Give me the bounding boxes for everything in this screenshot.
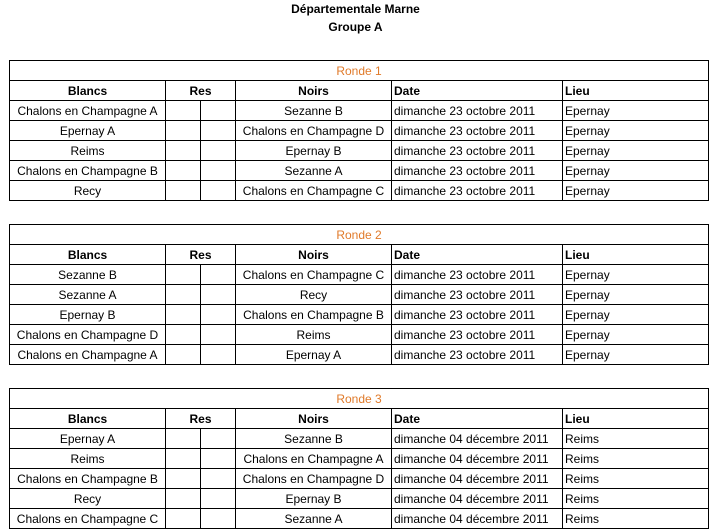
team-blancs-cell: Epernay B [10, 305, 166, 325]
lieu-cell: Epernay [563, 345, 709, 365]
result-cell-noirs [201, 141, 236, 161]
result-cell-blancs [166, 345, 201, 365]
column-header-noirs: Noirs [236, 81, 392, 101]
team-blancs-cell: Sezanne B [10, 265, 166, 285]
column-header-res: Res [166, 245, 236, 265]
date-cell: dimanche 23 octobre 2011 [392, 141, 563, 161]
lieu-cell: Epernay [563, 161, 709, 181]
ronde-label: Ronde 1 [10, 61, 709, 81]
result-cell-blancs [166, 101, 201, 121]
ronde-header-row [10, 389, 709, 409]
ronde-table-3 [9, 388, 709, 529]
team-noirs-cell: Reims [236, 325, 392, 345]
table-row [10, 305, 709, 325]
table-row [10, 265, 709, 285]
result-cell-noirs [201, 469, 236, 489]
result-cell-blancs [166, 429, 201, 449]
column-header-res: Res [166, 81, 236, 101]
ronde-label: Ronde 3 [10, 389, 709, 409]
result-cell-noirs [201, 345, 236, 365]
column-header-date: Date [392, 245, 563, 265]
date-cell: dimanche 04 décembre 2011 [392, 509, 563, 529]
team-noirs-cell: Sezanne B [236, 101, 392, 121]
result-cell-blancs [166, 489, 201, 509]
date-cell: dimanche 23 octobre 2011 [392, 101, 563, 121]
result-cell-blancs [166, 161, 201, 181]
lieu-cell: Reims [563, 449, 709, 469]
ronde-table-1 [9, 60, 709, 201]
date-cell: dimanche 23 octobre 2011 [392, 265, 563, 285]
team-blancs-cell: Recy [10, 181, 166, 201]
table-row [10, 285, 709, 305]
table-row [10, 161, 709, 181]
lieu-cell: Epernay [563, 181, 709, 201]
date-cell: dimanche 23 octobre 2011 [392, 345, 563, 365]
date-cell: dimanche 23 octobre 2011 [392, 325, 563, 345]
team-noirs-cell: Chalons en Champagne C [236, 181, 392, 201]
team-noirs-cell: Sezanne A [236, 509, 392, 529]
team-noirs-cell: Epernay A [236, 345, 392, 365]
lieu-cell: Reims [563, 469, 709, 489]
lieu-cell: Reims [563, 489, 709, 509]
ronde-header-row [10, 225, 709, 245]
result-cell-noirs [201, 305, 236, 325]
result-cell-blancs [166, 141, 201, 161]
page-subtitle: Groupe A [328, 20, 383, 34]
page-title: Départementale Marne [291, 2, 420, 16]
column-header-blancs: Blancs [10, 409, 166, 429]
column-header-row [10, 245, 709, 265]
result-cell-blancs [166, 325, 201, 345]
result-cell-noirs [201, 449, 236, 469]
team-blancs-cell: Chalons en Champagne A [10, 345, 166, 365]
team-noirs-cell: Chalons en Champagne C [236, 265, 392, 285]
result-cell-noirs [201, 161, 236, 181]
team-blancs-cell: Reims [10, 449, 166, 469]
result-cell-noirs [201, 121, 236, 141]
result-cell-blancs [166, 469, 201, 489]
team-blancs-cell: Epernay A [10, 121, 166, 141]
result-cell-blancs [166, 305, 201, 325]
result-cell-noirs [201, 489, 236, 509]
ronde-table-2 [9, 224, 709, 365]
lieu-cell: Epernay [563, 101, 709, 121]
lieu-cell: Reims [563, 509, 709, 529]
column-header-noirs: Noirs [236, 409, 392, 429]
team-blancs-cell: Chalons en Champagne C [10, 509, 166, 529]
team-blancs-cell: Chalons en Champagne B [10, 161, 166, 181]
date-cell: dimanche 04 décembre 2011 [392, 449, 563, 469]
team-noirs-cell: Chalons en Champagne D [236, 469, 392, 489]
date-cell: dimanche 23 octobre 2011 [392, 161, 563, 181]
result-cell-noirs [201, 429, 236, 449]
date-cell: dimanche 23 octobre 2011 [392, 285, 563, 305]
team-noirs-cell: Sezanne A [236, 161, 392, 181]
column-header-blancs: Blancs [10, 245, 166, 265]
date-cell: dimanche 23 octobre 2011 [392, 305, 563, 325]
team-noirs-cell: Chalons en Champagne A [236, 449, 392, 469]
team-noirs-cell: Epernay B [236, 141, 392, 161]
team-noirs-cell: Epernay B [236, 489, 392, 509]
lieu-cell: Reims [563, 429, 709, 449]
team-blancs-cell: Chalons en Champagne A [10, 101, 166, 121]
team-blancs-cell: Epernay A [10, 429, 166, 449]
column-header-res: Res [166, 409, 236, 429]
column-header-lieu: Lieu [563, 409, 709, 429]
team-blancs-cell: Chalons en Champagne D [10, 325, 166, 345]
result-cell-noirs [201, 325, 236, 345]
result-cell-blancs [166, 265, 201, 285]
column-header-date: Date [392, 81, 563, 101]
table-row [10, 345, 709, 365]
column-header-row [10, 409, 709, 429]
result-cell-noirs [201, 181, 236, 201]
lieu-cell: Epernay [563, 305, 709, 325]
table-row [10, 469, 709, 489]
column-header-noirs: Noirs [236, 245, 392, 265]
team-blancs-cell: Reims [10, 141, 166, 161]
table-row [10, 141, 709, 161]
column-header-row [10, 81, 709, 101]
lieu-cell: Epernay [563, 325, 709, 345]
result-cell-blancs [166, 449, 201, 469]
table-row [10, 509, 709, 529]
result-cell-noirs [201, 509, 236, 529]
team-blancs-cell: Chalons en Champagne B [10, 469, 166, 489]
table-row [10, 101, 709, 121]
lieu-cell: Epernay [563, 285, 709, 305]
lieu-cell: Epernay [563, 121, 709, 141]
table-row [10, 489, 709, 509]
column-header-lieu: Lieu [563, 81, 709, 101]
table-row [10, 429, 709, 449]
table-row [10, 449, 709, 469]
date-cell: dimanche 04 décembre 2011 [392, 469, 563, 489]
result-cell-noirs [201, 101, 236, 121]
team-blancs-cell: Sezanne A [10, 285, 166, 305]
team-blancs-cell: Recy [10, 489, 166, 509]
table-row [10, 121, 709, 141]
lieu-cell: Epernay [563, 265, 709, 285]
column-header-blancs: Blancs [10, 81, 166, 101]
team-noirs-cell: Chalons en Champagne D [236, 121, 392, 141]
team-noirs-cell: Sezanne B [236, 429, 392, 449]
date-cell: dimanche 04 décembre 2011 [392, 489, 563, 509]
team-noirs-cell: Recy [236, 285, 392, 305]
result-cell-noirs [201, 265, 236, 285]
lieu-cell: Epernay [563, 141, 709, 161]
result-cell-blancs [166, 181, 201, 201]
team-noirs-cell: Chalons en Champagne B [236, 305, 392, 325]
result-cell-blancs [166, 121, 201, 141]
date-cell: dimanche 04 décembre 2011 [392, 429, 563, 449]
date-cell: dimanche 23 octobre 2011 [392, 121, 563, 141]
table-row [10, 181, 709, 201]
ronde-label: Ronde 2 [10, 225, 709, 245]
result-cell-blancs [166, 285, 201, 305]
table-row [10, 325, 709, 345]
ronde-header-row [10, 61, 709, 81]
result-cell-blancs [166, 509, 201, 529]
column-header-date: Date [392, 409, 563, 429]
column-header-lieu: Lieu [563, 245, 709, 265]
date-cell: dimanche 23 octobre 2011 [392, 181, 563, 201]
result-cell-noirs [201, 285, 236, 305]
